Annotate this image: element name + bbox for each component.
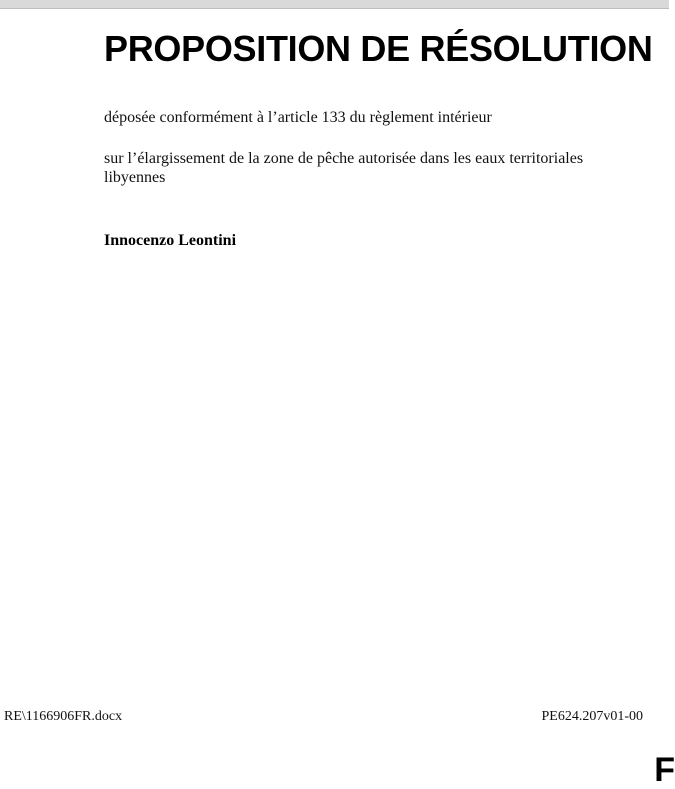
- deposition-note: déposée conformément à l’article 133 du règlement intérieur: [104, 109, 492, 126]
- viewer-top-bar: [0, 0, 669, 9]
- file-reference: RE\1166906FR.docx: [4, 709, 123, 724]
- document-page: [0, 9, 675, 789]
- pe-reference: PE624.207v01-00: [541, 709, 643, 724]
- author-name: Innocenzo Leontini: [104, 232, 237, 249]
- resolution-subject: sur l’élargissement de la zone de pêche autorisée dans les eaux territoriales libyennes: [104, 150, 584, 186]
- cropped-language-code: F: [654, 751, 675, 789]
- document-title: PROPOSITION DE RÉSOLUTION: [104, 28, 653, 69]
